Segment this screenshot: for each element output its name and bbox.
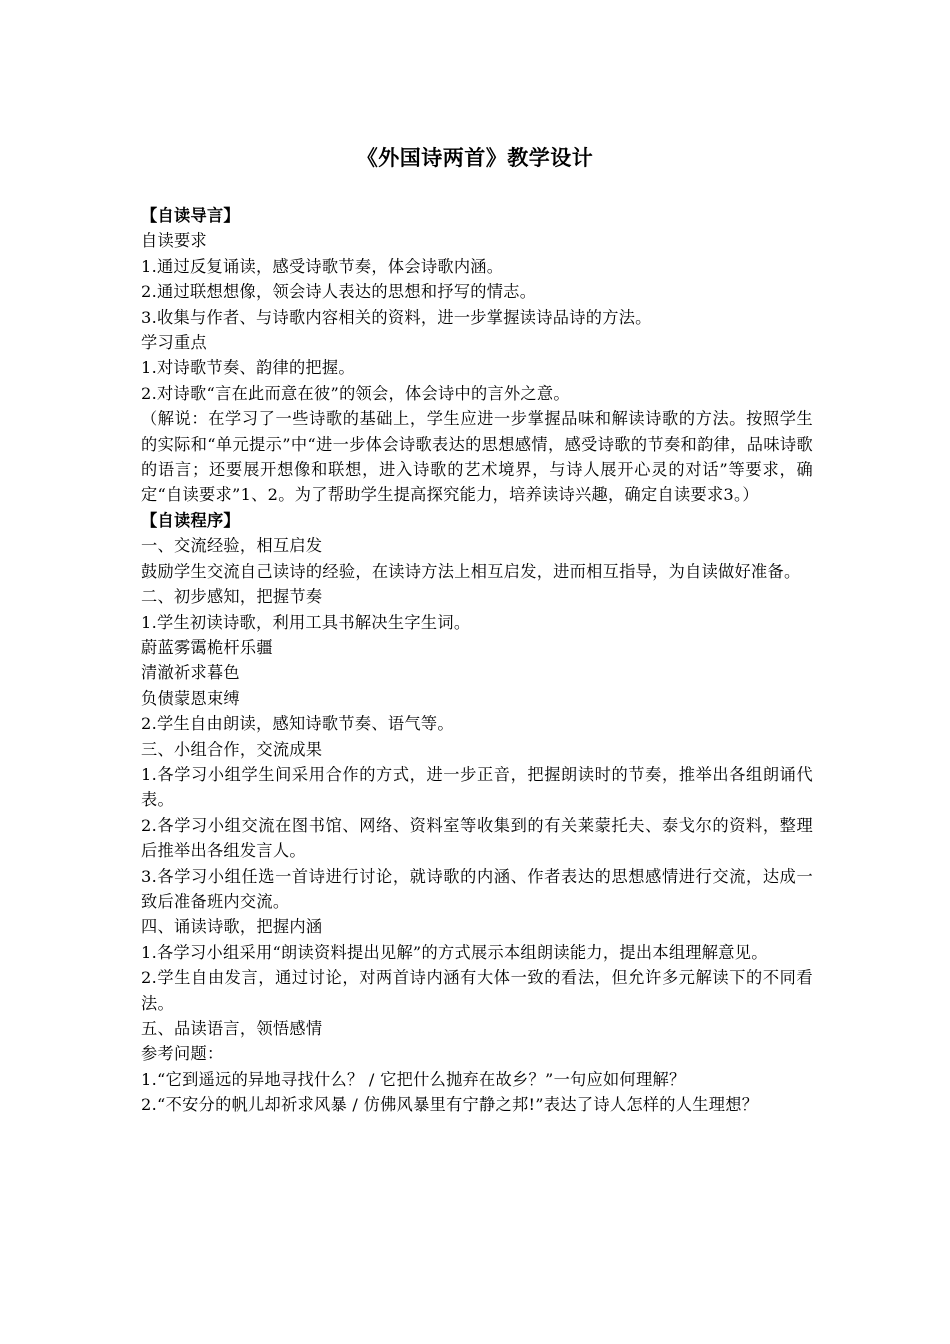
text-line: 1.各学习小组学生间采用合作的方式，进一步正音，把握朗读时的节奏，推举出各组朗诵代表。 (141, 764, 813, 810)
section-heading: 【自读导言】 (141, 206, 240, 225)
text-line: 2.“不安分的帆儿却祈求风暴 / 仿佛风暴里有宁静之邦!”表达了诗人怎样的人生理想？ (141, 1095, 759, 1115)
document-title: 《外国诗两首》教学设计 (356, 145, 594, 170)
text-line: 2.学生自由发言，通过讨论，对两首诗内涵有大体一致的看法，但允许多元解读下的不同看法。 (141, 968, 813, 1013)
text-line: 1.对诗歌节奏、韵律的把握。 (141, 358, 355, 378)
text-line: 2.通过联想想像，领会诗人表达的思想和抒写的情志。 (141, 282, 537, 302)
text-line: 五、品读语言，领悟感情 (141, 1019, 323, 1038)
text-line: 3.收集与作者、与诗歌内容相关的资料，进一步掌握读诗品诗的方法。 (141, 307, 652, 327)
text-line: 学习重点 (141, 333, 207, 353)
text-line: 蔚蓝雾霭桅杆乐疆 (141, 637, 273, 657)
section-heading: 【自读程序】 (141, 510, 240, 530)
text-line: 二、初步感知，把握节奏 (141, 587, 323, 607)
text-line: 3.各学习小组任选一首诗进行讨论，就诗歌的内涵、作者表达的思想感情进行交流，达成一致后准备班内交流。 (141, 866, 813, 911)
text-line: 一、交流经验，相互启发 (141, 536, 323, 556)
text-line: 清澈祈求暮色 (141, 663, 240, 683)
text-line: 自读要求 (141, 231, 207, 251)
text-line: 鼓励学生交流自己读诗的经验，在读诗方法上相互启发，进而相互指导，为自读做好准备。 (141, 561, 801, 581)
document-body (141, 203, 813, 1118)
text-line: 1.“它到遥远的异地寻找什么？ / 它把什么抛弃在故乡？”一句应如何理解？ (141, 1069, 686, 1089)
text-line: 2.对诗歌“言在此而意在彼”的领会，体会诗中的言外之意。 (141, 383, 570, 403)
text-line: 1.通过反复诵读，感受诗歌节奏，体会诗歌内涵。 (141, 256, 504, 276)
text-line: 四、诵读诗歌，把握内涵 (141, 917, 323, 937)
text-line: 负债蒙恩束缚 (141, 688, 240, 708)
text-line: 三、小组合作，交流成果 (141, 739, 323, 759)
text-line: 参考问题： (141, 1044, 224, 1064)
text-line: 2.学生自由朗读，感知诗歌节奏、语气等。 (141, 714, 454, 734)
text-line: 2.各学习小组交流在图书馆、网络、资料室等收集到的有关莱蒙托夫、泰戈尔的资料，整理后推举出各组发言人。 (141, 815, 813, 861)
text-line: （解说：在学习了一些诗歌的基础上，学生应进一步掌握品味和解读诗歌的方法。按照学生的实际和“单元提示”中“进一步体会诗歌表达的思想感情，感受诗歌的节奏和韵律，品味诗歌的语言；还要展开想像和联想，进入诗歌的艺术境界，与诗人展开心灵的对话”等要求，确定“自读要求”1、2。为了帮助学生提高探究能力，培养读诗兴趣，确定自读要求3。） (141, 409, 813, 505)
text-line: 1.学生初读诗歌，利用工具书解决生字生词。 (141, 612, 471, 632)
text-line: 1.各学习小组采用“朗读资料提出见解”的方式展示本组朗读能力，提出本组理解意见。 (141, 942, 768, 962)
